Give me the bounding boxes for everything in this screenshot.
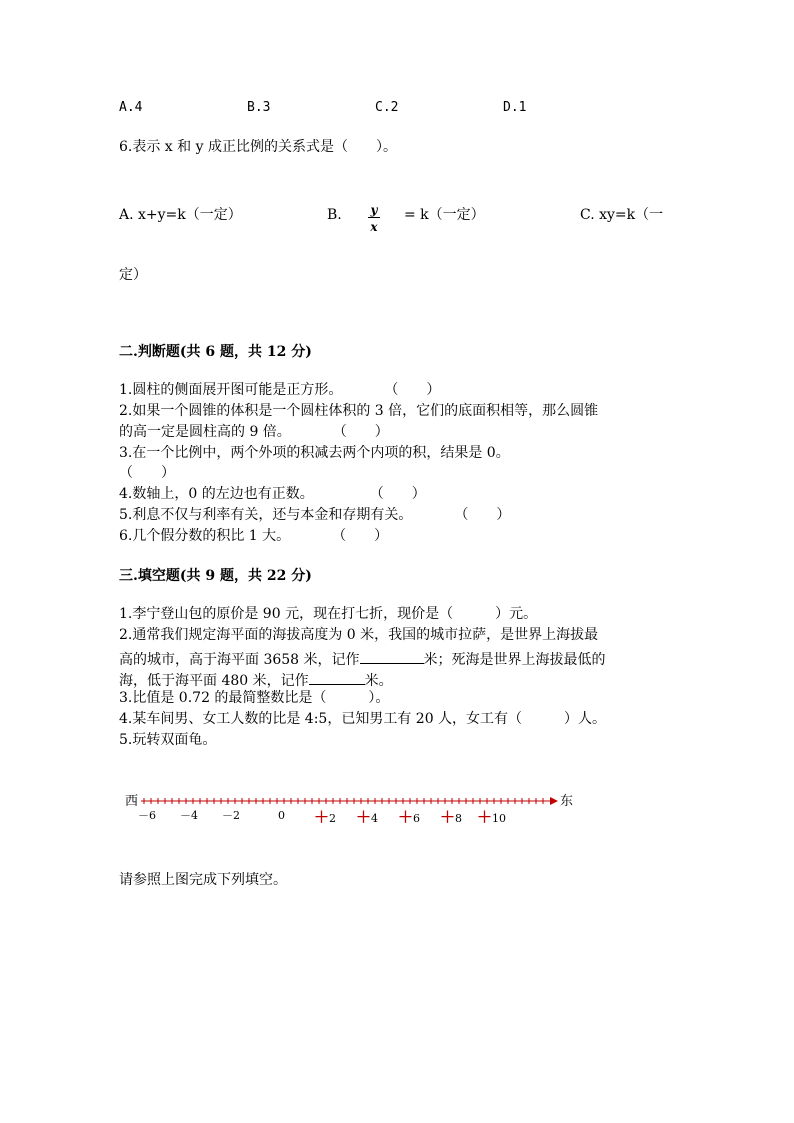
q5-option-d: D.1 [503, 100, 527, 115]
q6-option-b-fraction-bar [368, 217, 380, 218]
plus-sign: ＋ [356, 808, 372, 826]
s2-item-3: 3.在一个比例中，两个外项的积减去两个内项的积，结果是 0。 [119, 445, 510, 461]
s2-item-5: 5.利息不仅与利率有关，还与本金和存期有关。 （ ） [119, 507, 511, 523]
s2-item-4: 4.数轴上，0 的左边也有正数。 （ ） [119, 486, 426, 502]
tick-label-zero: 0 [278, 809, 285, 822]
s3-q2-line1: 2.通常我们规定海平面的海拔高度为 0 米，我国的城市拉萨，是世界上海拔最 [119, 627, 599, 643]
q6-option-c-continuation: 定） [119, 267, 147, 283]
tick-value: 2 [329, 812, 337, 825]
q6-option-b-suffix: = k（一定） [404, 207, 485, 223]
q6-option-c: C. xy=k（一 [580, 207, 664, 223]
section3-heading: 三.填空题(共 9 题，共 22 分) [119, 568, 312, 584]
tick-label-neg4: －4 [180, 809, 198, 822]
s3-q2-line3-b: 米。 [364, 673, 393, 689]
tick-label-pos6 [398, 810, 420, 825]
q6-option-a: A. x+y=k（一定） [119, 207, 242, 223]
s2-item-2: 2.如果一个圆锥的体积是一个圆柱体积的 3 倍，它们的底面积相等，那么圆锥 [119, 403, 599, 419]
s3-q3: 3.比值是 0.72 的最简整数比是（ ）。 [119, 690, 390, 706]
tick-value: 10 [492, 812, 507, 825]
section2-heading: 二.判断题(共 6 题，共 12 分) [119, 344, 312, 360]
s3-q2-line2 [119, 649, 606, 667]
s2-item-6: 6.几个假分数的积比 1 大。 （ ） [119, 528, 389, 544]
plus-sign: ＋ [477, 808, 493, 826]
west-label: 西 [125, 794, 139, 809]
s3-after-figure: 请参照上图完成下列填空。 [119, 872, 287, 888]
q6-option-b-denominator: x [370, 220, 378, 234]
q5-option-b: B.3 [247, 100, 271, 115]
q5-option-a: A.4 [119, 100, 143, 115]
tick-label-neg6: －6 [138, 809, 156, 822]
plus-sign: ＋ [440, 808, 456, 826]
s3-q5: 5.玩转双面龟。 [119, 732, 217, 748]
q6-option-b-numerator: y [370, 203, 378, 217]
s2-item-1: 1.圆柱的侧面展开图可能是正方形。 （ ） [119, 382, 441, 398]
q5-option-c: C.2 [375, 100, 399, 115]
tick-value: 4 [371, 812, 379, 825]
s2-item-3-cont: （ ） [119, 465, 175, 481]
tick-label-pos10 [477, 810, 506, 825]
answer-blank[interactable] [309, 670, 365, 685]
plus-sign: ＋ [314, 808, 330, 826]
s2-item-2-cont: 的高一定是圆柱高的 9 倍。 （ ） [119, 424, 389, 440]
east-label: 东 [560, 794, 574, 809]
tick-value: 6 [413, 812, 421, 825]
s3-q2-line2-a: 高的城市，高于海平面 3658 米，记作 [119, 652, 360, 668]
tick-value: 8 [455, 812, 463, 825]
s3-q2-line2-b: 米；死海是世界上海拔最低的 [423, 652, 606, 668]
arrow-head-icon [550, 797, 558, 805]
tick-marks [144, 798, 543, 804]
tick-label-neg2: －2 [222, 809, 240, 822]
answer-blank[interactable] [360, 649, 424, 664]
s3-q2-line3-a: 海，低于海平面 480 米，记作 [119, 673, 309, 689]
s3-q1: 1.李宁登山包的原价是 90 元，现在打七折，现价是（ ）元。 [119, 606, 538, 622]
q6-stem: 6.表示 x 和 y 成正比例的关系式是（ ）。 [119, 139, 397, 155]
s3-q4: 4.某车间男、女工人数的比是 4:5，已知男工有 20 人，女工有（ ）人。 [119, 711, 607, 727]
tick-label-pos4 [356, 810, 378, 825]
tick-label-pos2 [314, 810, 336, 825]
q6-option-b-prefix: B. [327, 207, 342, 223]
tick-label-pos8 [440, 810, 462, 825]
plus-sign: ＋ [398, 808, 414, 826]
s3-q2-line3 [119, 670, 393, 688]
